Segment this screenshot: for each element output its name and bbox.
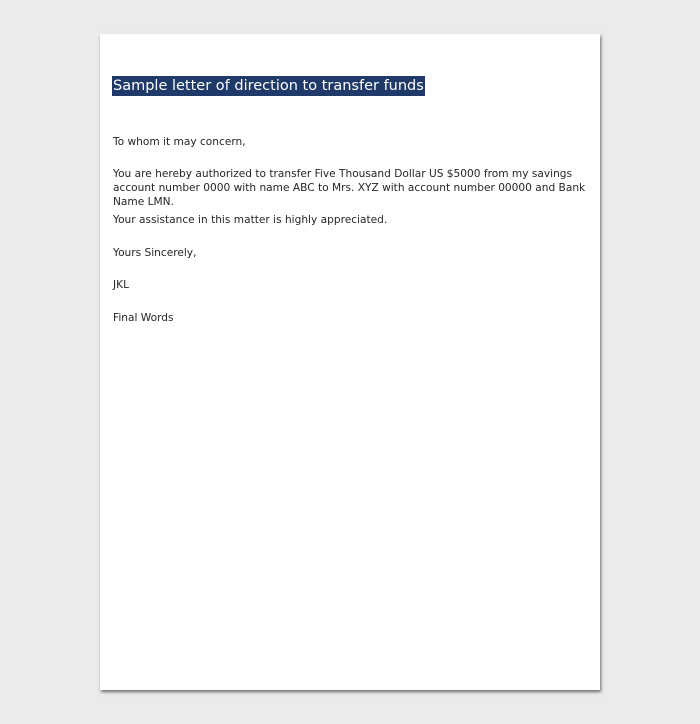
appreciation-line: Your assistance in this matter is highly appreciated. bbox=[113, 214, 388, 226]
salutation: To whom it may concern, bbox=[113, 136, 246, 148]
body-paragraph: You are hereby authorized to transfer Five Thousand Dollar US $5000 from my savings account number 0000 with name ABC to Mrs. XYZ with account number 00000 and Bank Name LMN. bbox=[113, 168, 586, 208]
signature: JKL bbox=[113, 279, 129, 291]
final-words: Final Words bbox=[113, 312, 174, 324]
closing-line: Yours Sincerely, bbox=[113, 247, 197, 259]
document-page bbox=[100, 34, 600, 690]
document-title[interactable]: Sample letter of direction to transfer funds bbox=[113, 78, 424, 94]
